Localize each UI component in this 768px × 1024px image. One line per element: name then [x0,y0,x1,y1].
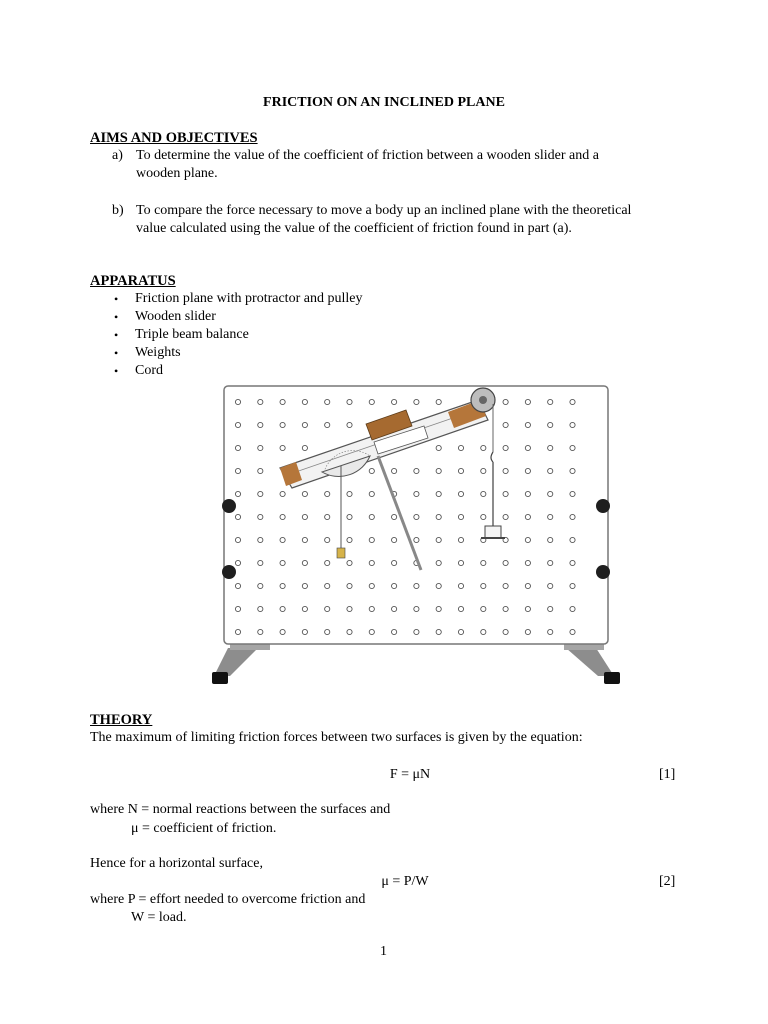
board-stand [212,638,620,684]
where-1-line1: where N = normal reactions between the surfaces and [90,802,391,817]
aims-heading: AIMS AND OBJECTIVES [90,130,258,146]
equation-2: μ = P/W [381,874,429,889]
page-number: 1 [380,944,387,959]
where-2-line1: where P = effort needed to overcome friction and [90,892,366,907]
list-item: • Cord [90,362,362,380]
equation-1-number: [1] [659,767,676,782]
list-item: • Wooden slider [90,308,362,326]
aim-a-line1: To determine the value of the coefficient of friction between a wooden slider and a [136,148,599,163]
list-item: • Friction plane with protractor and pulley [90,290,362,308]
aim-a-label: a) [112,148,123,163]
where-2-line2: W = load. [131,910,187,925]
aim-b-line1: To compare the force necessary to move a body up an inclined plane with the theoretical [136,203,632,218]
aim-b-line2: value calculated using the value of the coefficient of friction found in part (a). [136,221,572,236]
list-item: • Weights [90,344,362,362]
page-title: FRICTION ON AN INCLINED PLANE [263,95,505,110]
apparatus-heading: APPARATUS [90,273,176,289]
apparatus-illustration [210,380,622,690]
theory-intro: The maximum of limiting friction forces between two surfaces is given by the equation: [90,730,583,745]
list-item: • Triple beam balance [90,326,362,344]
apparatus-list [90,290,362,380]
equation-1: F = μN [389,767,431,782]
where-1-line2: μ = coefficient of friction. [131,821,277,836]
theory-heading: THEORY [90,712,153,728]
aim-a-line2: wooden plane. [136,166,218,181]
hence-text: Hence for a horizontal surface, [90,856,263,871]
equation-2-number: [2] [659,874,676,889]
pulley [471,388,495,412]
aim-b-label: b) [112,203,124,218]
